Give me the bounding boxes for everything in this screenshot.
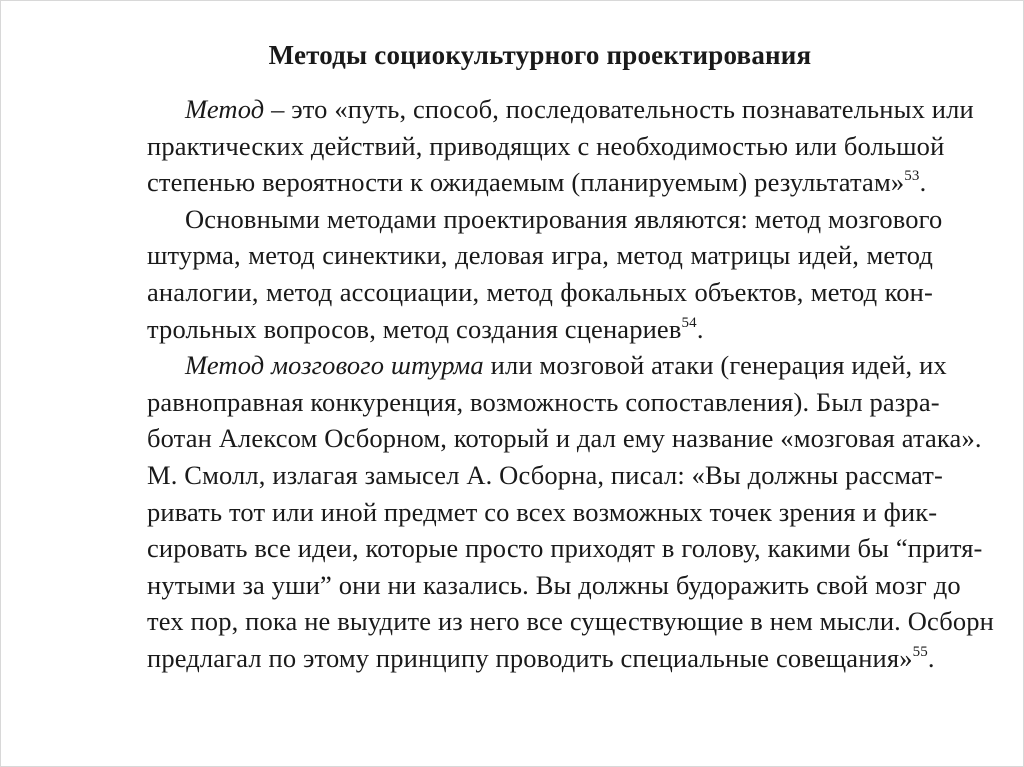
sentence-end: . [927,642,935,673]
text-line-content: предлагал по этому принципу проводить специальные совещания» [147,642,913,673]
text-line [147,457,943,494]
text-line-content: сировать все идеи, которые просто приходят в голову, какими бы “притя- [147,533,983,564]
text-line [147,91,974,128]
text-line-content: Основными методами проектирования являются: метод мозгового [185,203,943,234]
text-line-content: тех пор, пока не выудите из него все существующие в нем мысли. Осборн [147,606,994,637]
text-line [147,640,933,677]
text-line [147,128,945,165]
text-line [147,347,947,384]
sentence-end: . [919,167,927,198]
footnote-marker: 53 [904,168,920,185]
footnote-marker: 54 [681,314,697,331]
text-line-content: ривать тот или иной предмет со всех возможных точек зрения и фик- [147,496,938,527]
text-line-content: штурма, метод синектики, деловая игра, метод матрицы идей, метод [147,240,933,271]
text-line [147,311,933,348]
term-method: Метод [185,94,265,124]
page-title: Методы социокультурного проектирования [268,40,812,70]
text-line-content: или мозговой атаки (генерация идей, их [490,350,947,381]
text-line [147,384,940,421]
document-page [147,35,994,677]
text-line-content: аналогии, метод ассоциации, метод фокальных объектов, метод кон- [147,276,933,307]
text-line [147,494,938,531]
text-line [147,530,983,567]
text-line [147,237,933,274]
text-line-content: М. Смолл, излагая замысел А. Осборна, писал: «Вы должны рассмат- [147,459,943,490]
text-line [147,201,943,238]
text-line [147,164,933,201]
term-brainstorm: Метод мозгового штурма [185,350,484,381]
text-line [147,603,994,640]
footnote-marker: 55 [912,643,928,660]
text-line [147,567,961,604]
text-line-content: равноправная конкуренция, возможность сопоставления). Был разра- [147,386,940,417]
text-line-content: – это «путь, способ, последовательность познавательных или [271,94,974,124]
text-line [147,420,982,457]
sentence-end: . [696,313,704,344]
paragraph-method-definition [147,91,974,201]
text-line-content: степенью вероятности к ожидаемым (планируемым) результатам» [147,167,905,198]
text-line-content: ботан Алексом Осборном, который и дал ему название «мозговая атака». [147,423,982,454]
text-line [147,274,933,311]
paragraph-brainstorm [147,347,994,676]
text-line-content: нутыми за уши” они ни казались. Вы должны будоражить свой мозг до [147,569,961,600]
text-line-content: практических действий, приводящих с необходимостью или большой [147,130,945,161]
text-line-content: трольных вопросов, метод создания сценариев [147,313,682,344]
paragraph-main-methods [147,201,943,347]
